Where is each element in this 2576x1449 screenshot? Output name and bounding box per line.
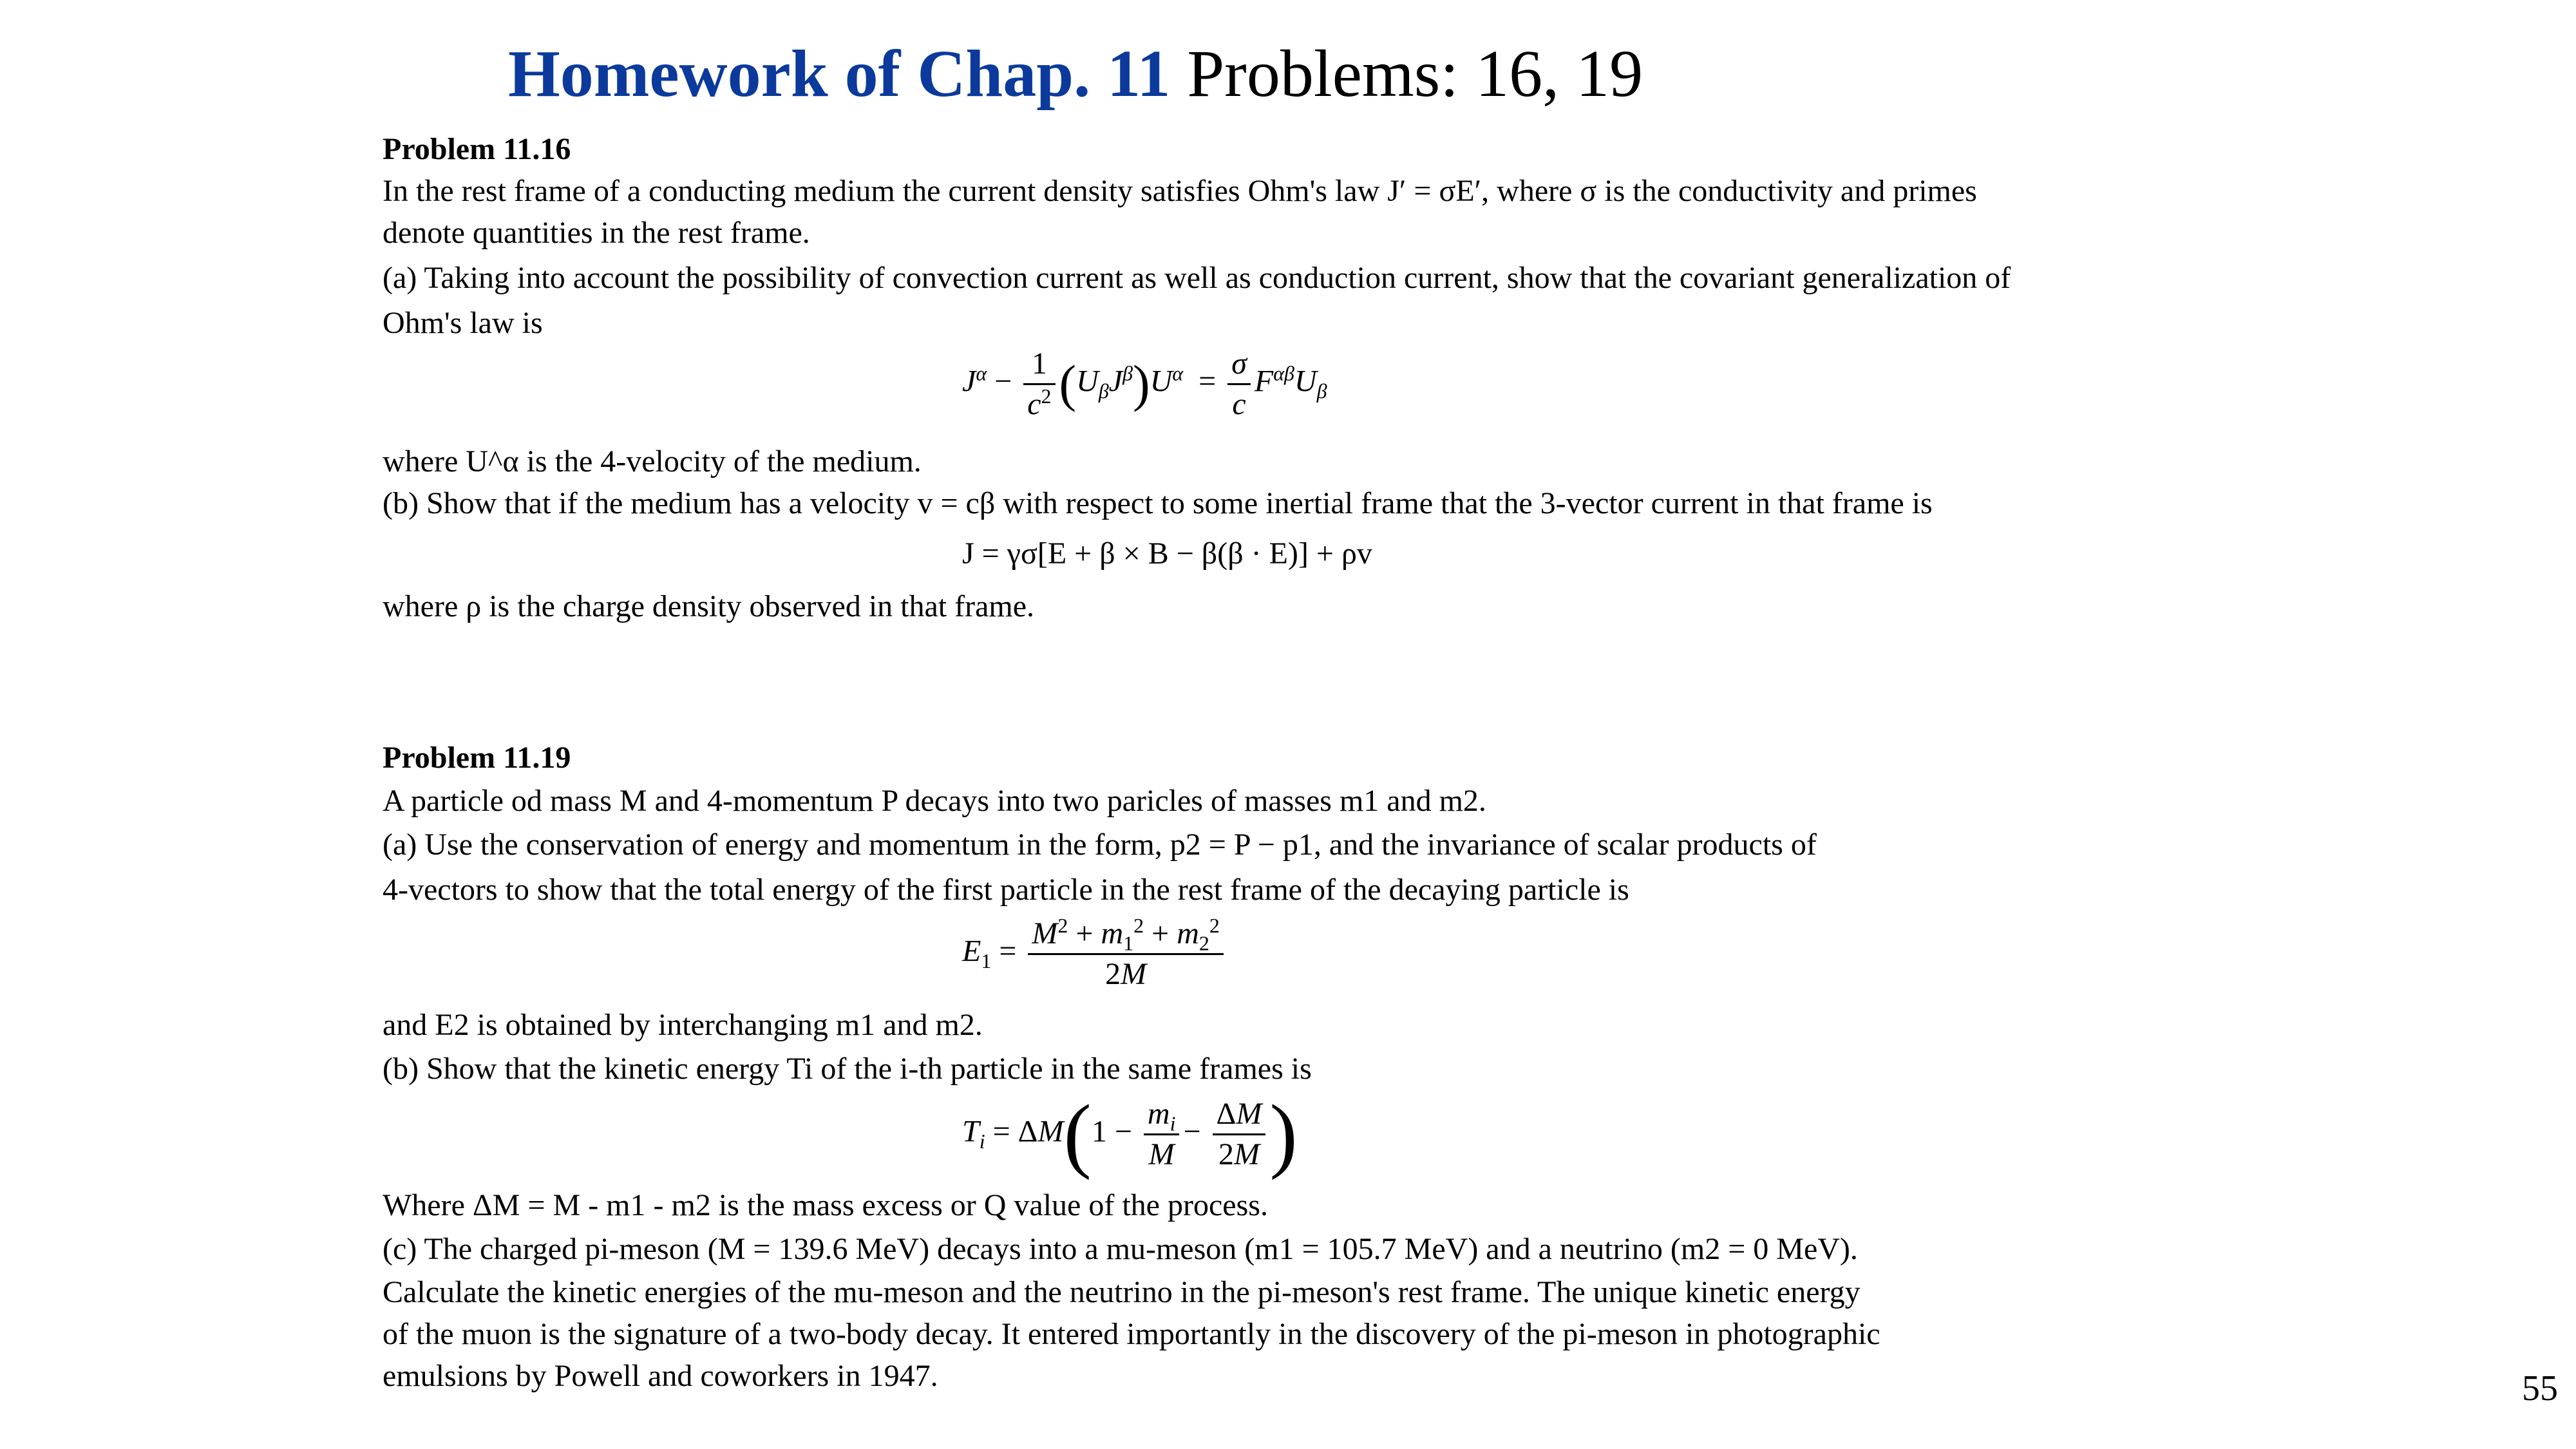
problem-19-part-b-line-1: (b) Show that the kinetic energy Ti of the i-th particle in the same frames is (383, 1052, 1312, 1086)
problem-19-and-e2: and E2 is obtained by interchanging m1 and m2. (383, 1008, 983, 1042)
energy-e1-equation: $E_1$ = $\frac{M^2 + m_1^2 + m_2^2}{2M}$ (962, 914, 1227, 994)
slide-title (0, 32, 2151, 116)
problem-16-intro-line-2: denote quantities in the rest frame. (383, 216, 810, 250)
problem-16-heading: Problem 11.16 (383, 132, 571, 166)
problem-16-part-a-line-2: Ohm's law is (383, 306, 543, 340)
problem-19-heading: Problem 11.19 (383, 741, 571, 775)
problem-19-part-c-line-2: Calculate the kinetic energies of the mu-meson and the neutrino in the pi-meson's rest frame. The unique kinetic energy (383, 1275, 1861, 1309)
problem-19-part-a-line-2: 4-vectors to show that the total energy of the first particle in the rest frame of the decaying particle is (383, 873, 1629, 907)
problem-16-where-u: where U^α is the 4-velocity of the medium. (383, 444, 922, 478)
problem-19-part-c-line-3: of the muon is the signature of a two-body decay. It entered importantly in the discovery of the pi-meson in photographic (383, 1317, 1880, 1351)
current-3-vector-equation: J = γσ[E + β × B − β(β · E)] + ρv (962, 536, 1372, 571)
problem-19-part-c-line-1: (c) The charged pi-meson (M = 139.6 MeV) decays into a mu-meson (m1 = 105.7 MeV) and a neutrino (m2 = 0 MeV). (383, 1232, 1858, 1266)
problem-19-intro: A particle od mass M and 4-momentum P decays into two paricles of masses m1 and m2. (383, 784, 1486, 818)
ohms-law-covariant-equation: $J^\alpha$ − $\frac{1}{c^2}$ $(U_\beta J^\beta)U^\alpha$ = $\frac{\sigma}{c}$ $F^{\alpha\beta}U_\beta$ (962, 345, 1327, 424)
title-rest: Problems: 16, 19 (1187, 37, 1643, 111)
problem-16-intro-line-1: In the rest frame of a conducting medium the current density satisfies Ohm's law J′ = σE′, where σ is the conductivity and primes (383, 174, 1977, 208)
kinetic-energy-equation: $T_i = \Delta M(1$ − $\frac{m_i}{M}$ − $\frac{\Delta M}{2M}$ ) (962, 1088, 1298, 1181)
problem-19-where-delta-m: Where ΔM = M - m1 - m2 is the mass excess or Q value of the process. (383, 1188, 1268, 1222)
problem-16-part-a-line-1: (a) Taking into account the possibility of convection current as well as conduction current, show that the covariant generalization of (383, 261, 2011, 295)
title-highlight: Homework of Chap. 11 (507, 37, 1171, 111)
problem-16-part-b-line-1: (b) Show that if the medium has a velocity v = cβ with respect to some inertial frame that the 3-vector current in that frame is (383, 486, 1933, 520)
page-number: 55 (2522, 1368, 2558, 1408)
problem-19-part-a-line-1: (a) Use the conservation of energy and momentum in the form, p2 = P − p1, and the invariance of scalar products of (383, 828, 1817, 862)
problem-16-where-rho: where ρ is the charge density observed in that frame. (383, 589, 1035, 623)
problem-19-part-c-line-4: emulsions by Powell and coworkers in 1947. (383, 1359, 938, 1393)
